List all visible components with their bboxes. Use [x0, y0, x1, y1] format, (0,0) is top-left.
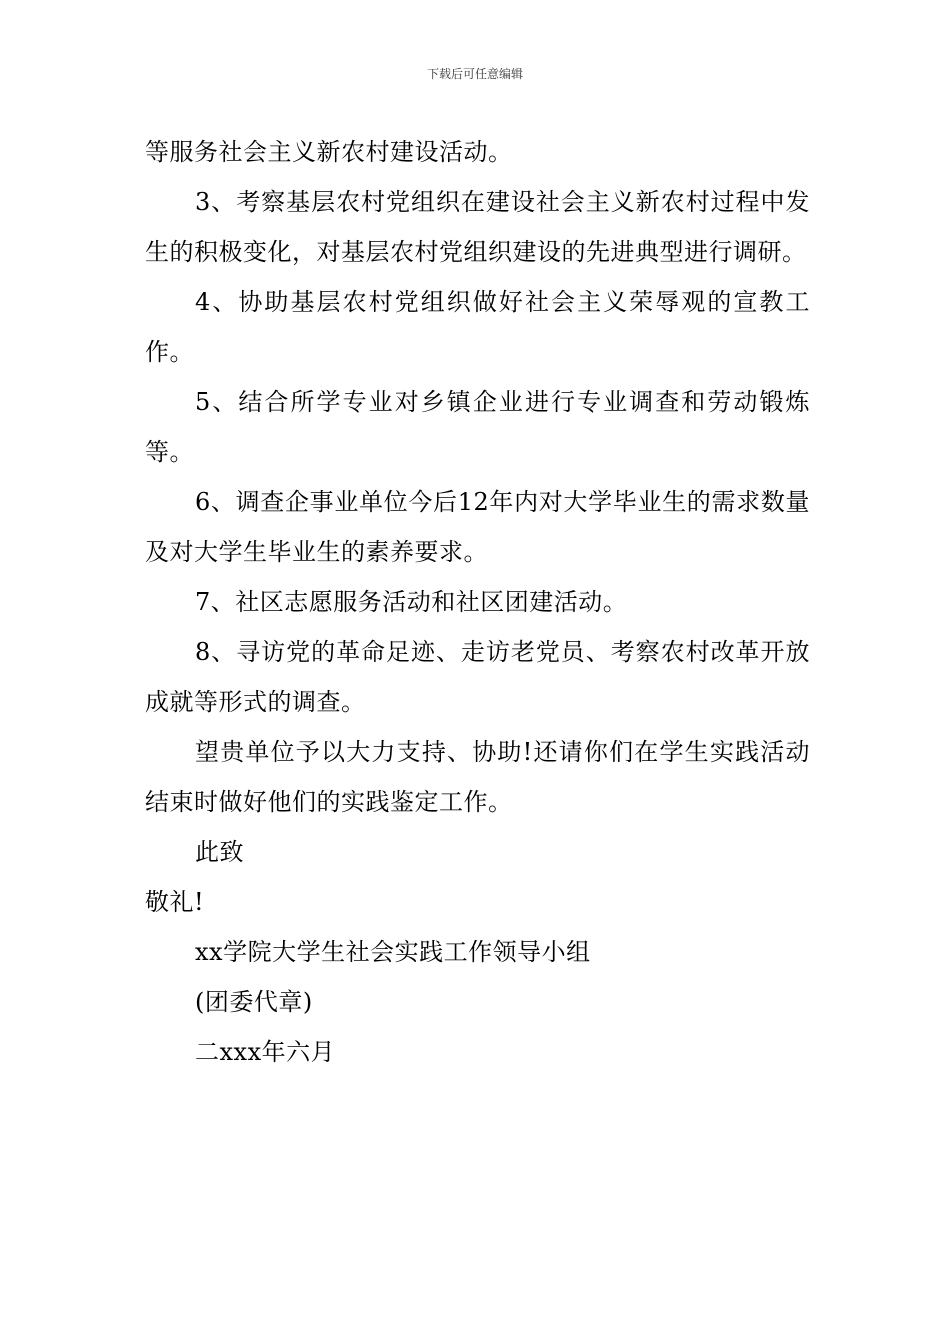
- signature-seal-note: (团委代章): [195, 988, 313, 1016]
- paragraph-item-6: 6、调查企事业单位今后12年内对大学毕业生的需求数量及对大学生毕业生的素养要求。: [145, 488, 810, 566]
- paragraph-item-3: 3、考察基层农村党组织在建设社会主义新农村过程中发生的积极变化，对基层农村党组织建设的先进典型进行调研。: [145, 188, 810, 266]
- closing-regards: 敬礼!: [145, 888, 205, 916]
- paragraph-item-8: 8、寻访党的革命足迹、走访老党员、考察农村改革开放成就等形式的调查。: [145, 638, 810, 716]
- signature-date: 二xxx年六月: [195, 1038, 336, 1066]
- document-body: [145, 127, 810, 1077]
- signature-organization: xx学院大学生社会实践工作领导小组: [195, 938, 591, 966]
- paragraph-continuation: 等服务社会主义新农村建设活动。: [145, 138, 513, 166]
- paragraph-item-5: 5、结合所学专业对乡镇企业进行专业调查和劳动锻炼等。: [145, 388, 810, 466]
- header-note: 下载后可任意编辑: [426, 67, 523, 81]
- closing-salutation: 此致: [195, 838, 244, 866]
- paragraph-request: 望贵单位予以大力支持、协助!还请你们在学生实践活动结束时做好他们的实践鉴定工作。: [145, 738, 810, 816]
- paragraph-item-4: 4、协助基层农村党组织做好社会主义荣辱观的宣教工作。: [145, 288, 810, 366]
- paragraph-item-7: 7、社区志愿服务活动和社区团建活动。: [195, 588, 628, 616]
